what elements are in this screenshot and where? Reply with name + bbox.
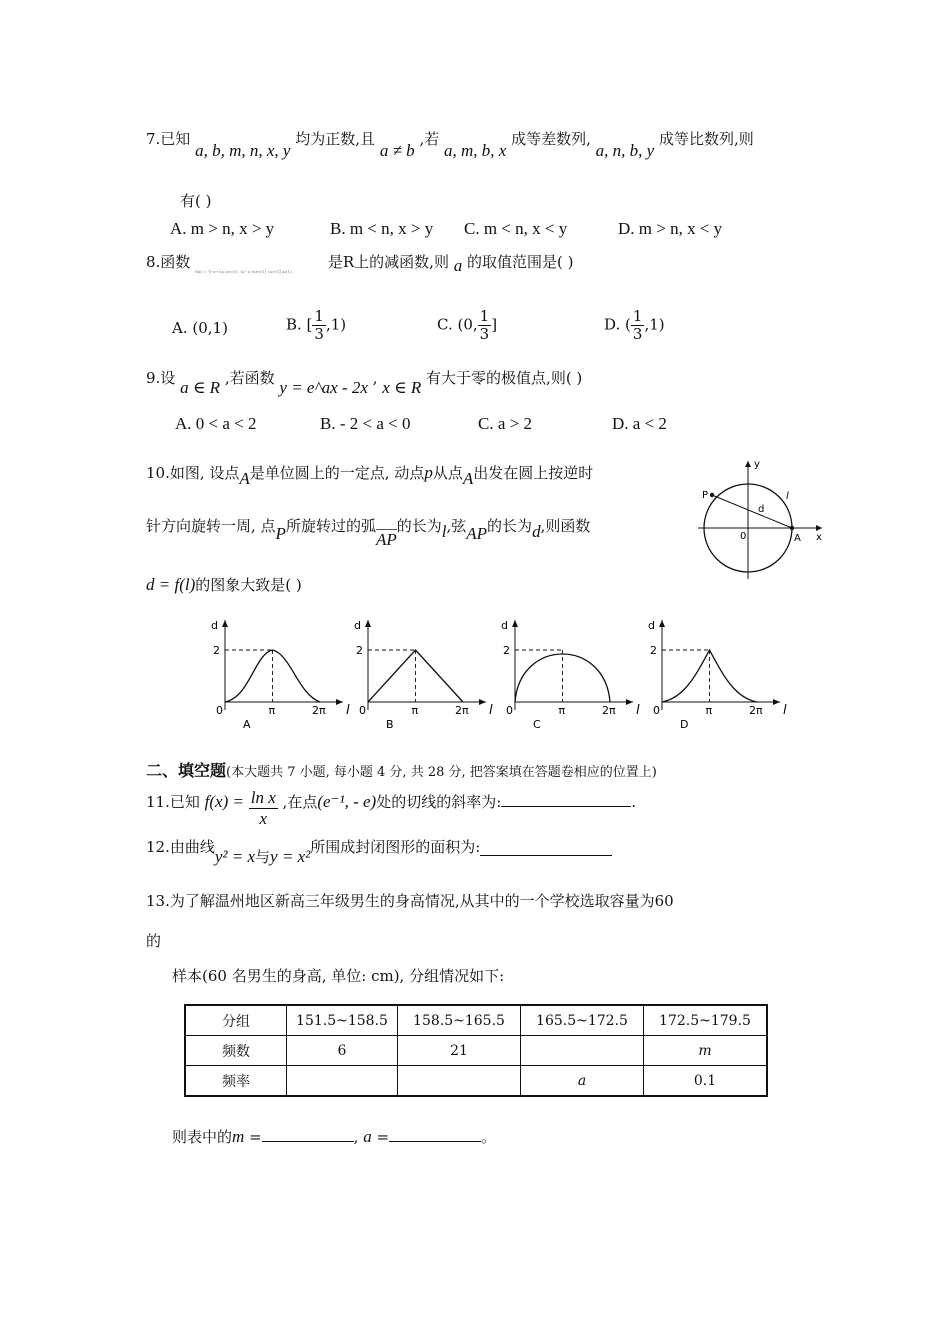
graph-options	[200, 615, 800, 740]
fig-d-label: d	[758, 504, 765, 515]
graph-tick-pi: π	[705, 704, 713, 717]
graph-tick-pi: π	[411, 704, 419, 717]
q8-var: a	[453, 256, 463, 275]
q8-line	[146, 251, 574, 275]
q13-answer-line: 则表中的m = , a = 。	[172, 1127, 497, 1146]
q7-seq2: a, n, b, y	[595, 141, 655, 160]
graph-x-arrow	[626, 699, 633, 705]
graph-option-label: C	[533, 718, 541, 731]
frequency-table	[184, 1004, 768, 1097]
q8-option-c: C. (0, $\frac{1}{3}$ ]	[437, 307, 498, 343]
fig-origin-label: 0	[740, 531, 747, 542]
fig-l-label: l	[786, 491, 789, 502]
q9-option-a: A. 0 < a < 2	[175, 414, 257, 433]
q7-mid4: 成等比数列,则	[659, 130, 754, 148]
q13-m-answer-blank[interactable]	[262, 1127, 354, 1142]
q7-lead: 7.已知	[146, 130, 191, 148]
q8-option-d-frac: $\frac{1}{3}$	[632, 307, 643, 343]
table-cell: 分组	[185, 1005, 287, 1036]
table-cell: 21	[398, 1036, 521, 1066]
q9-option-c: C. a > 2	[478, 414, 532, 433]
graph-x-label: l	[783, 703, 787, 718]
q7-line2: 有( )	[180, 192, 212, 210]
q13-line1: 13.为了解温州地区新高三年级男生的身高情况,从其中的一个学校选取容量为60	[146, 892, 674, 910]
graph-y-arrow	[512, 620, 518, 627]
graph-tick-2pi: 2π	[749, 704, 763, 717]
graph-y-label: d	[211, 619, 218, 632]
q9-dom: x ∈ R	[382, 378, 422, 397]
q8-option-c-frac: $\frac{1}{3}$	[479, 307, 490, 343]
q8-tail2: 的取值范围是( )	[467, 253, 574, 271]
graph-y-arrow	[222, 620, 228, 627]
graph-option-a	[211, 619, 350, 731]
section-2-header	[146, 758, 657, 781]
graph-tick-y: 2	[356, 644, 363, 657]
table-cell: 172.5~179.5	[644, 1005, 768, 1036]
table-cell: m	[644, 1036, 768, 1066]
q7-mid3: 成等差数列,	[511, 130, 591, 148]
graph-option-d	[648, 619, 787, 731]
graph-x-arrow	[773, 699, 780, 705]
fig-y-label: y	[754, 459, 760, 470]
q7-seq1: a, m, b, x	[444, 141, 507, 160]
table-cell: 158.5~165.5	[398, 1005, 521, 1036]
q7-option-b: B. m < n, x > y	[330, 219, 434, 238]
unit-circle-figure	[698, 455, 832, 580]
fig-p-label: P	[702, 490, 709, 501]
graph-x-arrow	[479, 699, 486, 705]
graph-y-arrow	[659, 620, 665, 627]
graph-option-b	[354, 619, 493, 731]
table-cell: a	[521, 1066, 644, 1097]
q13-a-answer-blank[interactable]	[389, 1127, 481, 1142]
q10-arc: AP	[375, 530, 397, 549]
graph-tick-pi: π	[268, 704, 276, 717]
graph-tick-y: 2	[650, 644, 657, 657]
table-cell	[521, 1036, 644, 1066]
q7-option-d: D. m > n, x < y	[618, 219, 723, 238]
table-row	[185, 1005, 767, 1036]
graph-x-arrow	[336, 699, 343, 705]
q11-line: 11.已知 f(x) = $\frac{\text{ln x}}{x}$ ,在点(e⁻¹, - e)处的切线的斜率为: .	[146, 788, 637, 828]
q12-answer-blank[interactable]	[480, 841, 612, 856]
q8-lead: 8.函数	[146, 253, 191, 271]
table-row	[185, 1036, 767, 1066]
graph-origin: 0	[216, 704, 223, 717]
graph-tick-y: 2	[213, 644, 220, 657]
q7-vars: a, b, m, n, x, y	[195, 141, 291, 160]
q9-option-b: B. - 2 < a < 0	[320, 414, 411, 433]
q12-line: 12.由曲线y² = x与y = x²所围成封闭图形的面积为:	[146, 836, 612, 857]
table-cell: 165.5~172.5	[521, 1005, 644, 1036]
q8-tail: 是R上的减函数,则	[327, 253, 449, 271]
q9-tail: 有大于零的极值点,则( )	[426, 369, 583, 387]
graph-origin: 0	[506, 704, 513, 717]
q8-option-b-frac: $\frac{1}{3}$	[314, 307, 324, 343]
q10-line3: d = f(l)的图象大致是( )	[146, 575, 302, 594]
q9-sep: ,	[372, 369, 378, 387]
q9-option-d: D. a < 2	[612, 414, 667, 433]
table-cell: 0.1	[644, 1066, 768, 1097]
q11-answer-blank[interactable]	[501, 792, 631, 807]
graph-x-label: l	[489, 703, 493, 718]
graph-y-label: d	[501, 619, 508, 632]
q13-line2: 的	[146, 932, 162, 950]
table-cell: 频数	[185, 1036, 287, 1066]
q8-piecewise: f(x) = {(-x+3a (x<0)), (a^x (x≥0))} (a>0且a≠1)	[195, 269, 292, 274]
graph-tick-y: 2	[503, 644, 510, 657]
q7-option-a: A. m > n, x > y	[170, 219, 275, 238]
table-row	[185, 1066, 767, 1097]
graph-y-arrow	[365, 620, 371, 627]
point-a	[790, 526, 794, 530]
q7-cond: a ≠ b	[379, 141, 415, 160]
graph-origin: 0	[359, 704, 366, 717]
q9-mid: ,若函数	[224, 369, 275, 387]
q7-line1	[146, 128, 754, 160]
table-cell: 6	[287, 1036, 398, 1066]
q9-lead: 9.设	[146, 369, 176, 387]
graph-y-label: d	[354, 619, 361, 632]
q10-line1: 10.如图, 设点A是单位圆上的一定点, 动点p从点A出发在圆上按逆时	[146, 463, 594, 488]
q10-line2: 针方向旋转一周, 点P所旋转过的弧AP的长为l,弦AP的长为d,则函数	[146, 517, 591, 549]
fig-x-label: x	[816, 532, 822, 543]
graph-tick-pi: π	[558, 704, 566, 717]
q8-option-a: A. (0,1)	[172, 319, 228, 337]
graph-option-label: D	[680, 718, 689, 731]
graph-option-c	[501, 619, 640, 731]
fig-a-label: A	[794, 533, 801, 544]
q7-mid2: ,若	[419, 130, 440, 148]
graph-x-label: l	[346, 703, 350, 718]
q7-mid1: 均为正数,且	[295, 130, 376, 148]
q8-option-d: D. ( $\frac{1}{3}$ ,1)	[604, 307, 665, 343]
graph-tick-2pi: 2π	[602, 704, 616, 717]
graph-tick-2pi: 2π	[455, 704, 469, 717]
q11-fraction: $\frac{\text{ln x}}{x}$	[250, 788, 276, 828]
q9-func: y = e^ax - 2x	[279, 378, 368, 397]
q9-cond: a ∈ R	[180, 378, 221, 397]
q8-option-b: B. [ $\frac{1}{3}$ ,1)	[286, 307, 347, 343]
graph-tick-2pi: 2π	[312, 704, 326, 717]
table-cell	[398, 1066, 521, 1097]
graph-option-label: B	[386, 718, 394, 731]
point-p	[710, 493, 714, 497]
q13-line3: 样本(60 名男生的身高, 单位: cm), 分组情况如下:	[172, 967, 505, 985]
table-cell	[287, 1066, 398, 1097]
table-cell: 频率	[185, 1066, 287, 1097]
chord-ap	[712, 495, 792, 528]
graph-x-label: l	[636, 703, 640, 718]
q9-line	[146, 367, 583, 397]
table-cell: 151.5~158.5	[287, 1005, 398, 1036]
section-2-note: (本大题共 7 小题, 每小题 4 分, 共 28 分, 把答案填在答题卷相应的位置上)	[226, 765, 657, 780]
graph-origin: 0	[653, 704, 660, 717]
graph-y-label: d	[648, 619, 655, 632]
graph-option-label: A	[243, 718, 251, 731]
section-2-title: 二、填空题	[146, 761, 227, 780]
q7-option-c: C. m < n, x < y	[464, 219, 568, 238]
